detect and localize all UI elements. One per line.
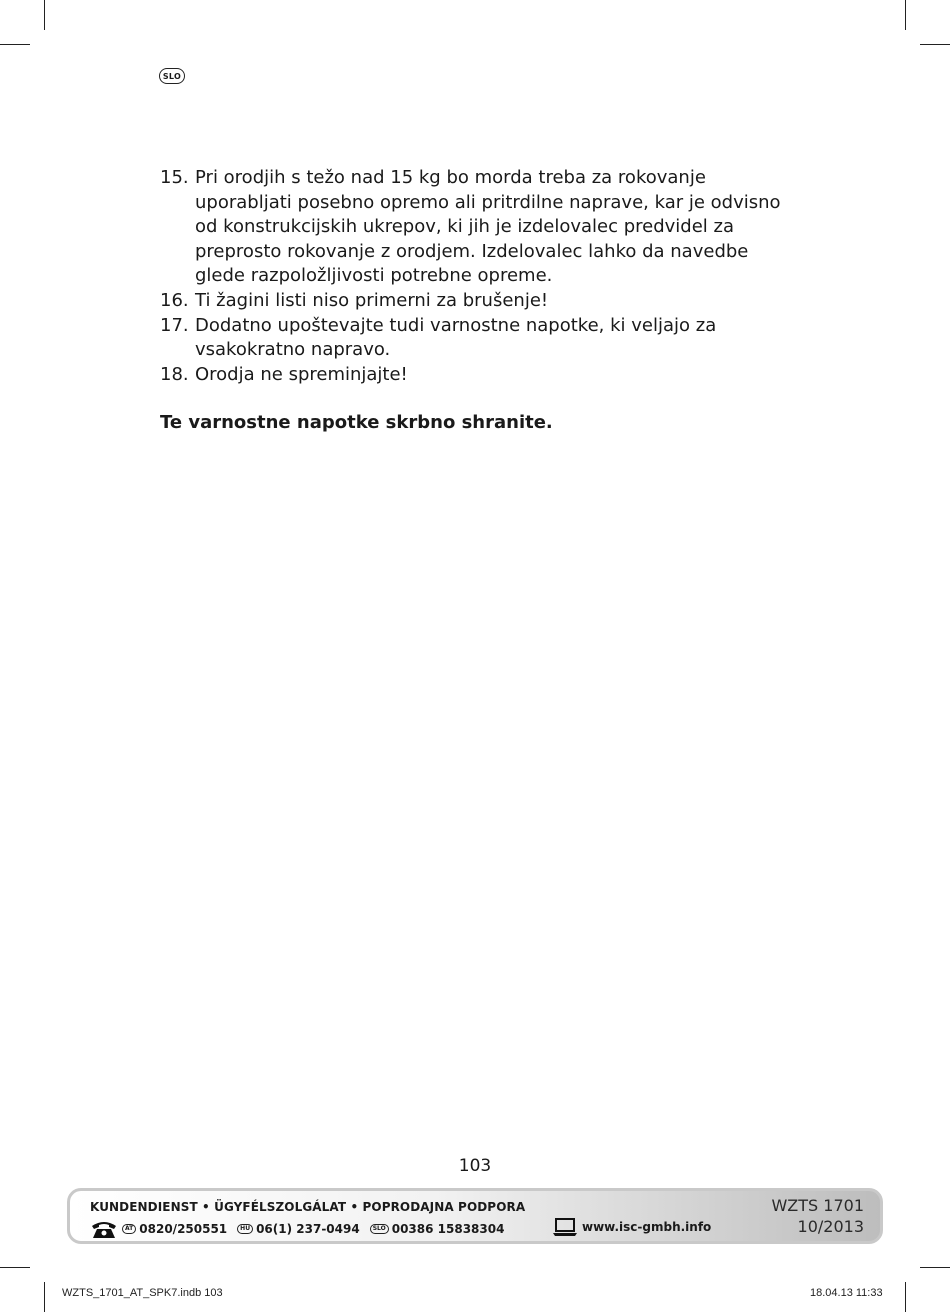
list-item — [160, 166, 800, 289]
model-date: 10/2013 — [797, 1217, 864, 1236]
model-number: WZTS 1701 — [771, 1196, 864, 1215]
item-text: Orodja ne spreminjajte! — [195, 363, 408, 385]
website-link[interactable]: www.isc-gmbh.info — [582, 1220, 712, 1234]
crop-mark — [0, 44, 30, 45]
closing-note: Te varnostne napotke skrbno shranite. — [160, 412, 553, 434]
item-number: 15. — [160, 167, 189, 188]
item-number: 18. — [160, 363, 189, 385]
laptop-icon — [552, 1217, 578, 1237]
list-item — [160, 363, 800, 388]
crop-mark — [920, 44, 950, 45]
telephone-icon — [90, 1219, 118, 1239]
website-block — [552, 1217, 711, 1237]
phone-number: 00386 15838304 — [391, 1222, 505, 1236]
print-file-slug: WZTS_1701_AT_SPK7.indb 103 — [62, 1287, 223, 1299]
service-footer — [67, 1188, 883, 1244]
safety-list — [160, 166, 800, 436]
item-number: 17. — [160, 314, 189, 336]
list-item — [160, 314, 800, 363]
item-text: Ti žagini listi niso primerni za brušenje! — [195, 289, 549, 311]
crop-mark — [920, 1267, 950, 1268]
item-text: Dodatno upoštevajte tudi varnostne napotke, ki veljajo za vsakokratno napravo. — [195, 314, 717, 361]
list-item — [160, 289, 800, 314]
crop-mark — [905, 0, 906, 30]
phone-number: 06(1) 237-0494 — [256, 1222, 360, 1236]
country-code-badge: AT — [122, 1224, 136, 1234]
model-info — [771, 1195, 864, 1237]
crop-mark — [905, 1282, 906, 1312]
phone-contacts — [90, 1219, 504, 1239]
page-number: 103 — [458, 1156, 492, 1176]
country-code-badge: SLO — [370, 1224, 389, 1234]
crop-mark — [0, 1267, 30, 1268]
country-code-badge: HU — [237, 1224, 253, 1234]
footer-title: KUNDENDIENST • ÜGYFÉLSZOLGÁLAT • POPRODAJNA PODPORA — [90, 1200, 526, 1214]
language-badge: SLO — [159, 68, 185, 84]
item-number: 16. — [160, 289, 189, 311]
phone-number: 0820/250551 — [139, 1222, 228, 1236]
item-text: Pri orodjih s težo nad 15 kg bo morda treba za rokovanje uporabljati posebno opremo ali pritrdilne naprave, kar je odvisno od konstrukcijskih ukrepov, ki jih je izdelovalec predvidel za preprosto rokovanje z orodjem. Izdelovalec lahko da navedbe glede razpoložljivosti potrebne opreme. — [195, 167, 781, 287]
crop-mark — [44, 0, 45, 30]
crop-mark — [44, 1282, 45, 1312]
print-datetime-slug: 18.04.13 11:33 — [810, 1287, 883, 1299]
